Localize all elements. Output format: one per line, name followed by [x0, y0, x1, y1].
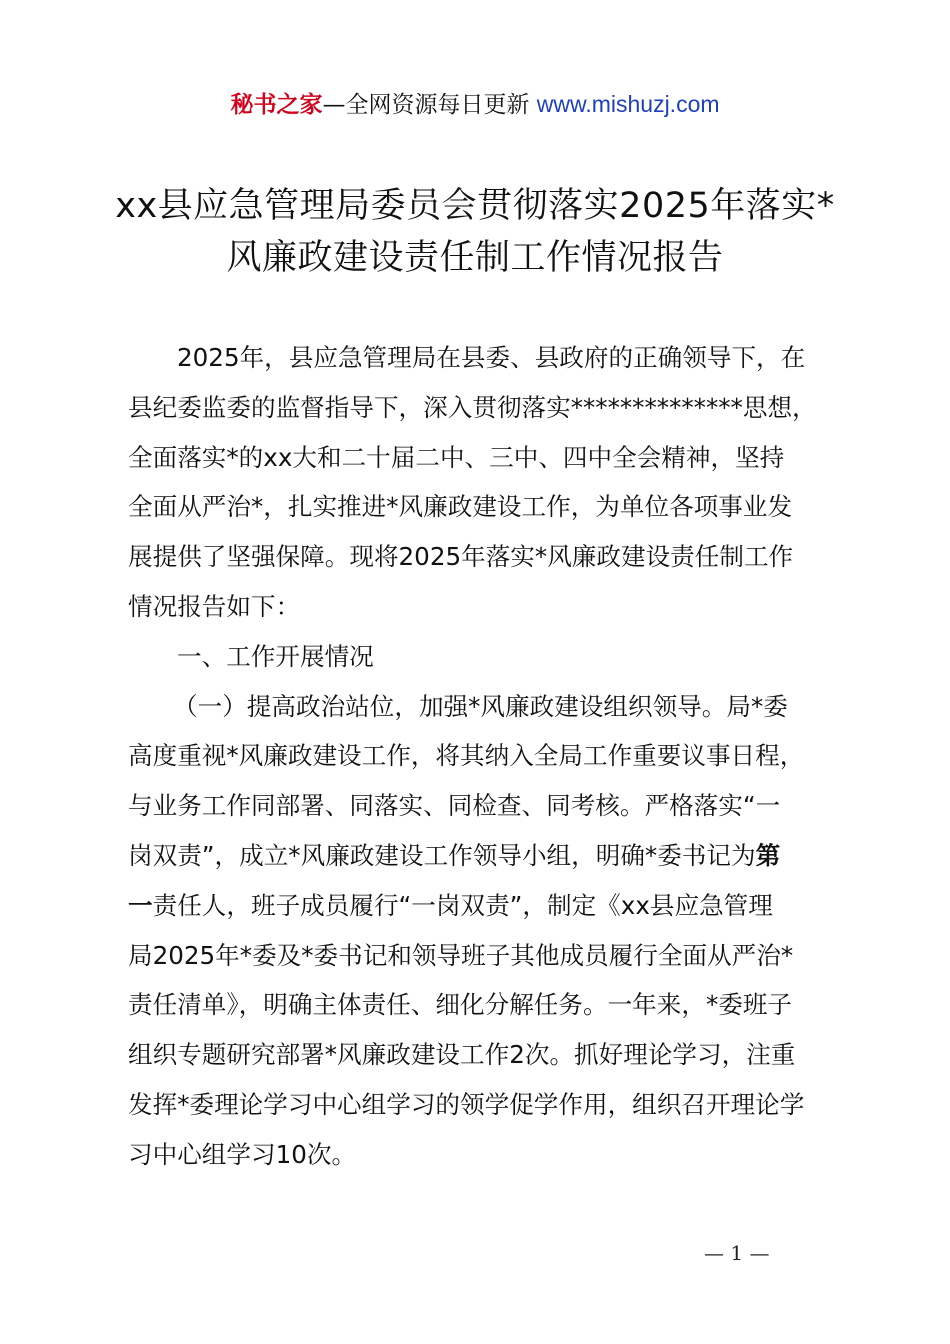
body-line: 习中心组学习10次。 [128, 1139, 357, 1169]
header-tagline: —全网资源每日更新 [322, 92, 530, 118]
page-number: — 1 — [704, 1241, 770, 1265]
body-line: 全面从严治*，扎实推进*风廉政建设工作，为单位各项事业发 [128, 492, 793, 522]
body-line: 县纪委监委的监督指导下，深入贯彻落实**************思想， [128, 392, 817, 422]
body-line: 组织专题研究部署*风廉政建设工作2次。抓好理论学习，注重 [128, 1040, 796, 1070]
title-line-1: xx县应急管理局委员会贯彻落实2025年落实* [115, 186, 835, 226]
intro-paragraph [128, 333, 840, 632]
brand-name: 秘书之家 [230, 92, 323, 118]
body-line [128, 881, 840, 931]
body-line: （一）提高政治站位，加强*风廉政建设组织领导。局*委 [173, 691, 788, 721]
section-heading-text: 一、工作开展情况 [177, 641, 374, 671]
site-url-link[interactable]: www.mishuzj.com [536, 91, 720, 117]
body-line: 全面落实*的xx大和二十届二中、三中、四中全会精神，坚持 [128, 442, 785, 472]
body-line [128, 831, 840, 881]
subsection-paragraph [128, 682, 840, 1180]
body-line-text: 岗双责”，成立*风廉政建设工作领导小组，明确*委书记为 [128, 840, 756, 870]
body-line: 局2025年*委及*委书记和领导班子其他成员履行全面从严治* [128, 940, 794, 970]
bold-fragment: 一 [128, 890, 153, 920]
section-heading [128, 632, 840, 682]
document-body [128, 333, 840, 1180]
title-line-2: 风廉政建设责任制工作情况报告 [226, 238, 724, 278]
body-line: 责任清单》，明确主体责任、细化分解任务。一年来，*委班子 [128, 990, 793, 1020]
site-header [0, 88, 950, 121]
body-line: 发挥*委理论学习中心组学习的领学促学作用，组织召开理论学 [128, 1089, 805, 1119]
body-line: 情况报告如下： [128, 591, 301, 621]
document-title [60, 180, 890, 284]
bold-fragment: 第 [755, 840, 781, 870]
body-line: 展提供了坚强保障。现将2025年落实*风廉政建设责任制工作 [128, 542, 794, 572]
body-line-text: 责任人，班子成员履行“一岗双责”，制定《xx县应急管理 [152, 890, 773, 920]
body-line: 2025年，县应急管理局在县委、县政府的正确领导下，在 [177, 343, 806, 372]
body-line: 高度重视*风廉政建设工作，将其纳入全局工作重要议事日程， [128, 741, 805, 771]
body-line: 与业务工作同部署、同落实、同检查、同考核。严格落实“一 [128, 791, 781, 821]
